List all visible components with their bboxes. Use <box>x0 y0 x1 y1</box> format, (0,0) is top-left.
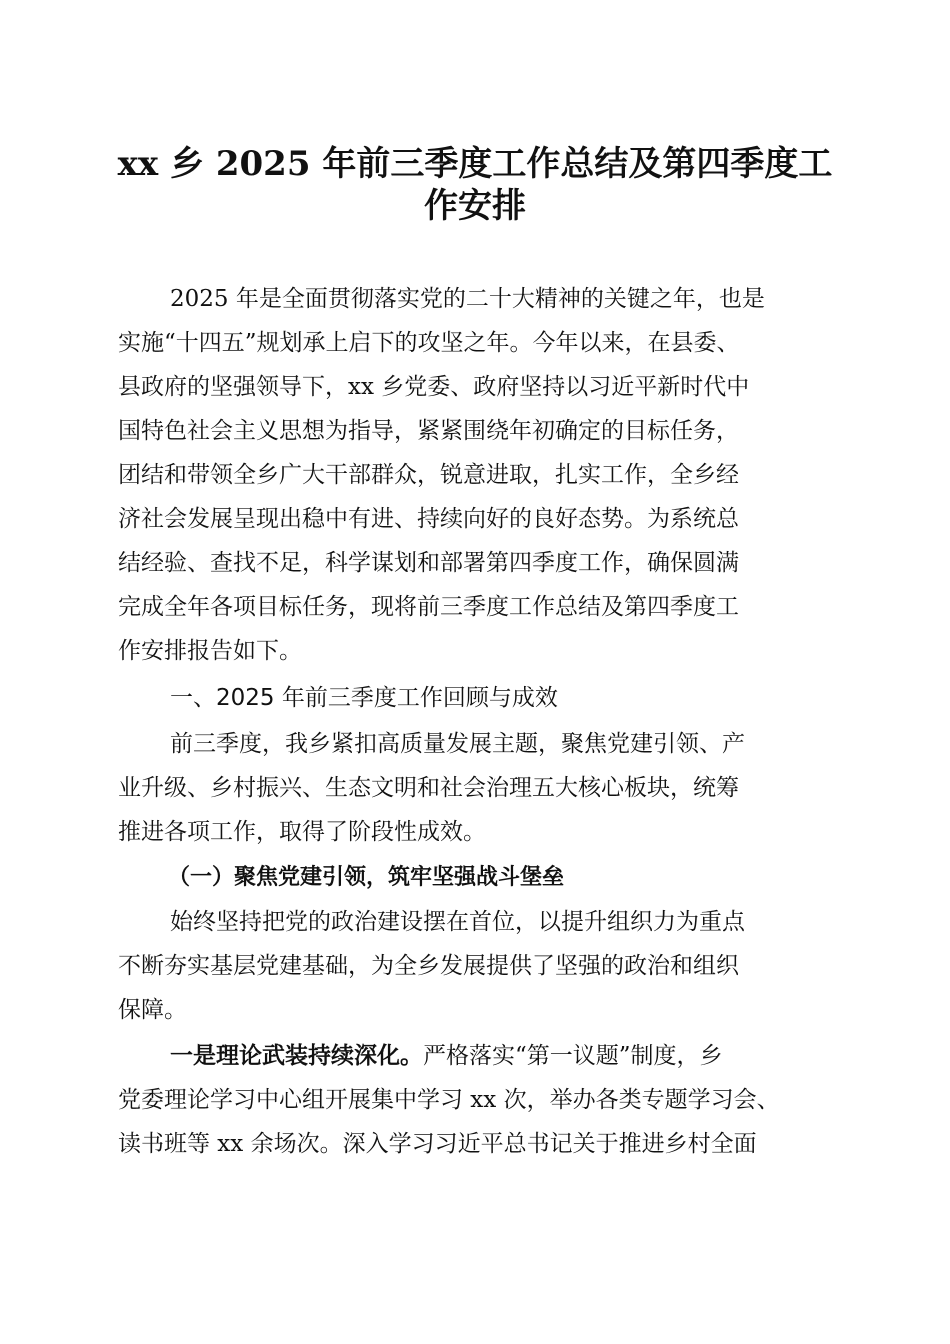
paragraph-line: 结经验、查找不足，科学谋划和部署第四季度工作，确保圆满 <box>118 550 739 576</box>
title-line: xx 乡 2025 年前三季度工作总结及第四季度工 <box>117 144 833 184</box>
point-text: 严格落实“第一议题”制度，乡 <box>423 1043 723 1069</box>
point-line <box>170 1041 723 1071</box>
paragraph-line: 始终坚持把党的政治建设摆在首位，以提升组织力为重点 <box>170 909 745 935</box>
section-heading: 一、2025 年前三季度工作回顾与成效 <box>170 685 558 711</box>
paragraph-line: 县政府的坚强领导下，xx 乡党委、政府坚持以习近平新时代中 <box>118 374 750 400</box>
paragraph-line: 作安排报告如下。 <box>118 638 302 664</box>
paragraph-line: 读书班等 xx 余场次。深入学习习近平总书记关于推进乡村全面 <box>118 1131 757 1157</box>
paragraph-line: 济社会发展呈现出稳中有进、持续向好的良好态势。为系统总 <box>118 506 739 532</box>
paragraph-line: 党委理论学习中心组开展集中学习 xx 次，举办各类专题学习会、 <box>118 1087 780 1113</box>
subsection-heading: （一）聚焦党建引领，筑牢坚强战斗堡垒 <box>168 865 565 890</box>
title-line: 作安排 <box>424 186 526 226</box>
paragraph-line: 团结和带领全乡广大干部群众，锐意进取，扎实工作，全乡经 <box>118 462 739 488</box>
paragraph-line: 国特色社会主义思想为指导，紧紧围绕年初确定的目标任务， <box>118 418 739 444</box>
paragraph-line: 保障。 <box>118 997 187 1023</box>
paragraph-line: 推进各项工作，取得了阶段性成效。 <box>118 819 486 845</box>
point-lead: 一是理论武装持续深化。 <box>170 1043 423 1069</box>
paragraph-line: 业升级、乡村振兴、生态文明和社会治理五大核心板块，统筹 <box>118 775 739 801</box>
paragraph-line: 2025 年是全面贯彻落实党的二十大精神的关键之年，也是 <box>170 286 765 312</box>
paragraph-line: 不断夯实基层党建基础，为全乡发展提供了坚强的政治和组织 <box>118 953 739 979</box>
paragraph-line: 完成全年各项目标任务，现将前三季度工作总结及第四季度工 <box>118 594 739 620</box>
paragraph-line: 实施“十四五”规划承上启下的攻坚之年。今年以来，在县委、 <box>118 330 740 356</box>
paragraph-line: 前三季度，我乡紧扣高质量发展主题，聚焦党建引领、产 <box>170 731 745 757</box>
document-title <box>110 143 840 227</box>
